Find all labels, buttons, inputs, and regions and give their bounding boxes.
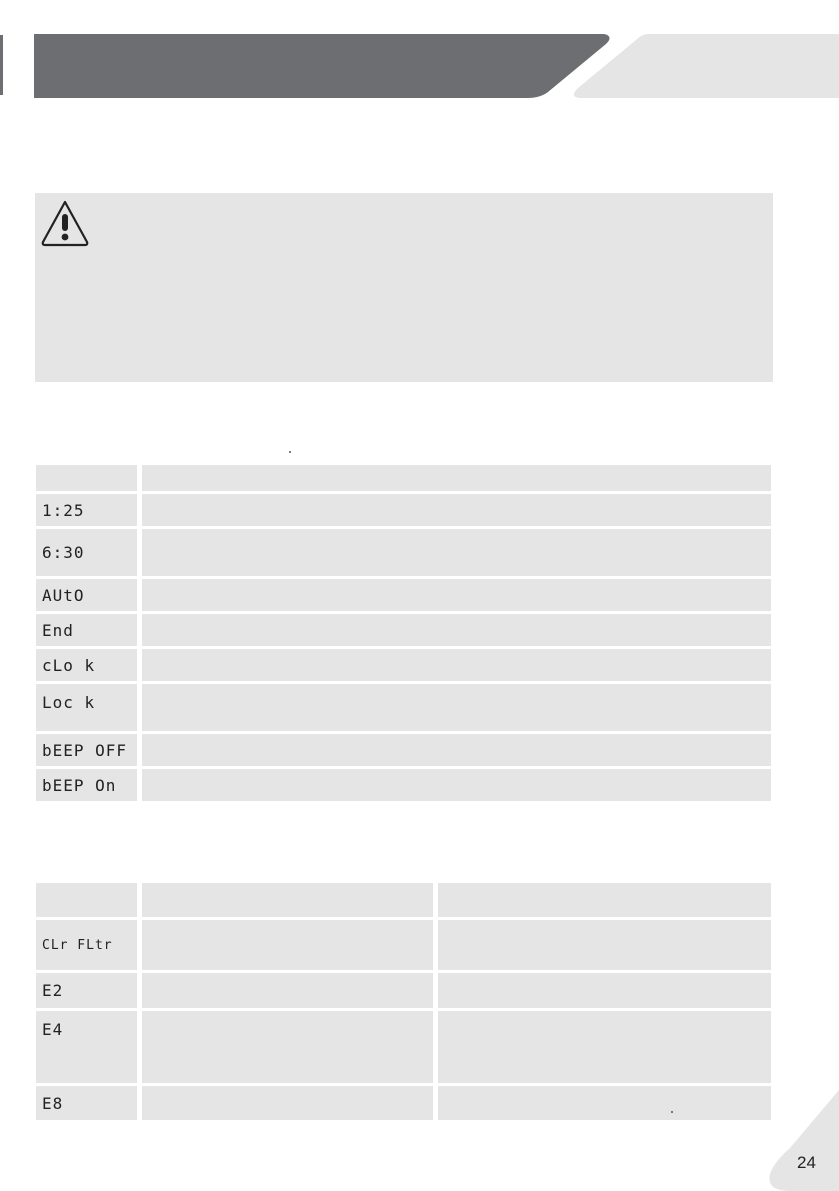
table-row (36, 684, 771, 731)
display-code: 1:25 (36, 494, 137, 526)
solution-cell (438, 1086, 771, 1120)
table-row (36, 579, 771, 611)
table-row (36, 494, 771, 526)
header-cell (142, 883, 433, 917)
header-cell (142, 465, 771, 491)
display-code: AUtO (36, 579, 137, 611)
warning-triangle-icon (39, 198, 91, 248)
description-cell (142, 769, 771, 801)
header-cell (36, 883, 137, 917)
table-row (36, 734, 771, 766)
cause-cell (142, 1011, 433, 1083)
table-row (36, 920, 771, 970)
header-tab (574, 34, 839, 98)
cause-cell (142, 1086, 433, 1120)
description-cell (142, 579, 771, 611)
error-code: E4 (36, 1011, 137, 1083)
description-cell (142, 494, 771, 526)
solution-cell (438, 973, 771, 1008)
table-header-row (36, 465, 771, 491)
stray-dot (671, 1111, 673, 1113)
display-code: End (36, 614, 137, 646)
header-cell (438, 883, 771, 917)
description-cell (142, 684, 771, 731)
display-table (36, 462, 771, 804)
page-corner-tab (760, 1090, 839, 1191)
description-cell (142, 529, 771, 576)
table-row (36, 614, 771, 646)
description-cell (142, 649, 771, 681)
page-number: 24 (797, 1153, 816, 1172)
warning-box (35, 193, 773, 382)
error-code: E8 (36, 1086, 137, 1120)
table-row (36, 769, 771, 801)
display-code: bEEP On (36, 769, 137, 801)
description-cell (142, 734, 771, 766)
table-header-row (36, 883, 771, 917)
display-code: Loc k (36, 684, 137, 731)
table-row (36, 649, 771, 681)
cause-cell (142, 973, 433, 1008)
header-cell (36, 465, 137, 491)
table-row (36, 529, 771, 576)
table-row (36, 1011, 771, 1083)
error-table (36, 880, 771, 1123)
stray-dot (289, 451, 291, 453)
header-title-band (34, 34, 610, 98)
cause-cell (142, 920, 433, 970)
table-row (36, 973, 771, 1008)
display-code: bEEP OFF (36, 734, 137, 766)
display-code: 6:30 (36, 529, 137, 576)
display-code: cLo k (36, 649, 137, 681)
error-code: E2 (36, 973, 137, 1008)
error-code: CLr FLtr (36, 920, 137, 970)
header-bar (0, 0, 839, 110)
solution-cell (438, 1011, 771, 1083)
description-cell (142, 614, 771, 646)
solution-cell (438, 920, 771, 970)
left-edge-mark (0, 35, 3, 95)
table-row (36, 1086, 771, 1120)
